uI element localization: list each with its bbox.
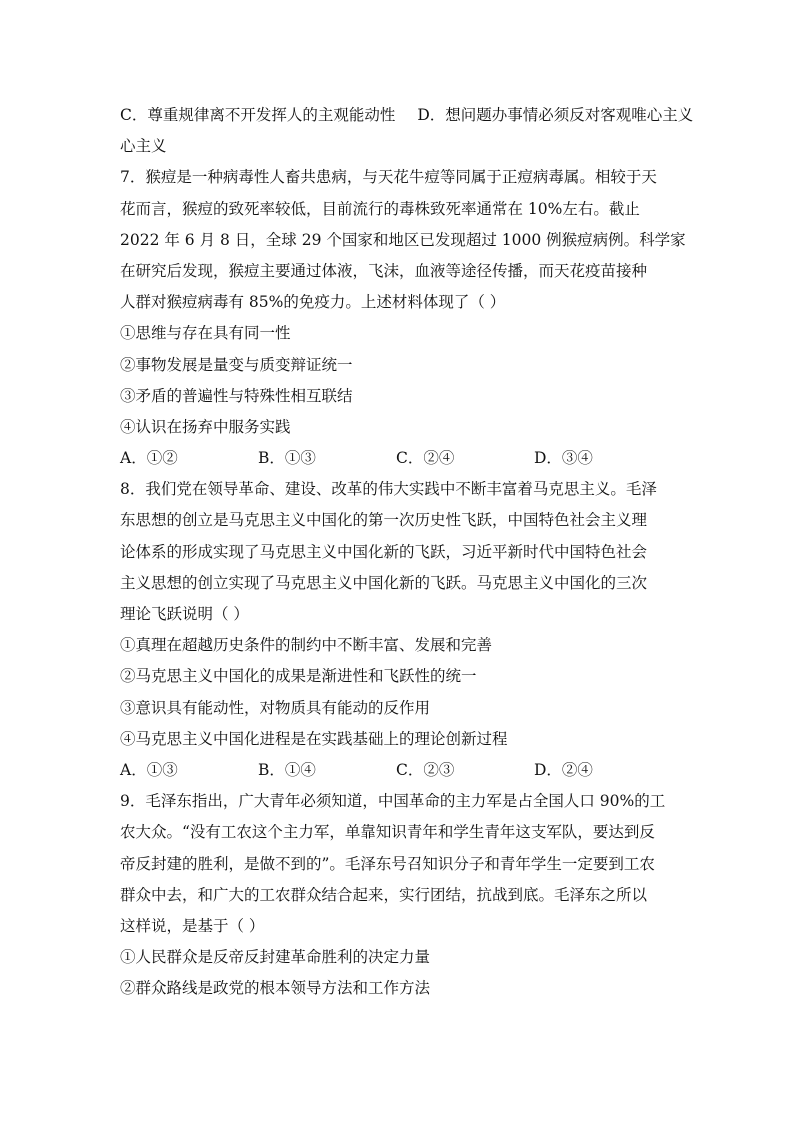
q8-stem-line: 8．我们党在领导革命、建设、改革的伟大实践中不断丰富着马克思主义。毛泽 — [120, 480, 657, 499]
q8-stem-line: 东思想的创立是马克思主义中国化的第一次历史性飞跃，中国特色社会主义理 — [120, 511, 648, 530]
q7-choice-d[interactable]: D．③④ — [534, 449, 593, 468]
q9-stem-line: 群众中去，和广大的工农群众结合起来，实行团结，抗战到底。毛泽东之所以 — [120, 885, 648, 904]
q7-item-2: ②事物发展是量变与质变辩证统一 — [120, 355, 353, 374]
q9-stem-line: 帝反封建的胜利，是做不到的”。毛泽东号召知识分子和青年学生一定要到工农 — [120, 854, 655, 873]
q9-stem-line: 9．毛泽东指出，广大青年必须知道，中国革命的主力军是占全国人口 90%的工 — [120, 792, 666, 811]
q6-option-d-continued: 心主义 — [120, 137, 167, 156]
question-7 — [120, 162, 686, 474]
q7-choice-b[interactable]: B．①③ — [258, 449, 316, 468]
q8-stem-line: 理论飞跃说明（ ） — [120, 605, 249, 623]
q8-item-4: ④马克思主义中国化进程是在实践基础上的理论创新过程 — [120, 729, 508, 748]
q6-option-d: D．想问题办事情必须反对客观唯心主义 — [417, 106, 694, 124]
q8-stem-line: 主义思想的创立实现了马克思主义中国化新的飞跃。马克思主义中国化的三次 — [120, 573, 648, 592]
q7-stem-line: 2022 年 6 月 8 日，全球 29 个国家和地区已发现超过 1000 例猴痘病例。科学家 — [120, 230, 686, 249]
q7-choices — [120, 443, 680, 474]
q7-stem-line: 花而言，猴痘的致死率较低，目前流行的毒株致死率通常在 10%左右。截止 — [120, 199, 640, 218]
q7-item-1: ①思维与存在具有同一性 — [120, 324, 291, 343]
q9-item-1: ①人民群众是反帝反封建革命胜利的决定力量 — [120, 948, 431, 967]
q7-item-3: ③矛盾的普遍性与特殊性相互联结 — [120, 386, 353, 405]
q7-choice-c[interactable]: C．②④ — [396, 449, 455, 468]
question-content — [120, 100, 694, 1004]
q8-item-2: ②马克思主义中国化的成果是渐进性和飞跃性的统一 — [120, 667, 477, 686]
q7-stem-line: 人群对猴痘病毒有 85%的免疫力。上述材料体现了（ ） — [120, 293, 506, 312]
question-9 — [120, 786, 680, 1004]
q8-item-3: ③意识具有能动性，对物质具有能动的反作用 — [120, 698, 431, 717]
q8-choice-d[interactable]: D．②④ — [534, 760, 593, 779]
q8-choice-b[interactable]: B．①④ — [258, 760, 316, 779]
q8-choices — [120, 755, 680, 786]
q8-choice-c[interactable]: C．②③ — [396, 760, 455, 779]
q9-item-2: ②群众路线是政党的根本领导方法和工作方法 — [120, 979, 431, 998]
q6-options-cd — [120, 100, 694, 131]
q8-choice-a[interactable]: A．①③ — [120, 760, 178, 779]
q7-stem-line: 在研究后发现，猴痘主要通过体液，飞沫，血液等途径传播，而天花疫苗接种 — [120, 261, 648, 280]
q8-stem-line: 论体系的形成实现了马克思主义中国化新的飞跃，习近平新时代中国特色社会 — [120, 542, 648, 561]
q7-stem-line: 7．猴痘是一种病毒性人畜共患病，与天花牛痘等同属于正痘病毒属。相较于天 — [120, 168, 657, 187]
q9-stem-line: 农大众。“没有工农这个主力军，单靠知识青年和学生青年这支军队，要达到反 — [120, 823, 655, 842]
q9-stem-line: 这样说，是基于（ ） — [120, 916, 265, 935]
q8-item-1: ①真理在超越历史条件的制约中不断丰富、发展和完善 — [120, 636, 493, 655]
q7-choice-a[interactable]: A．①② — [120, 449, 178, 468]
question-8 — [120, 474, 680, 786]
q7-item-4: ④认识在扬弃中服务实践 — [120, 417, 291, 436]
q6-option-c: C．尊重规律离不开发挥人的主观能动性 — [120, 106, 396, 124]
